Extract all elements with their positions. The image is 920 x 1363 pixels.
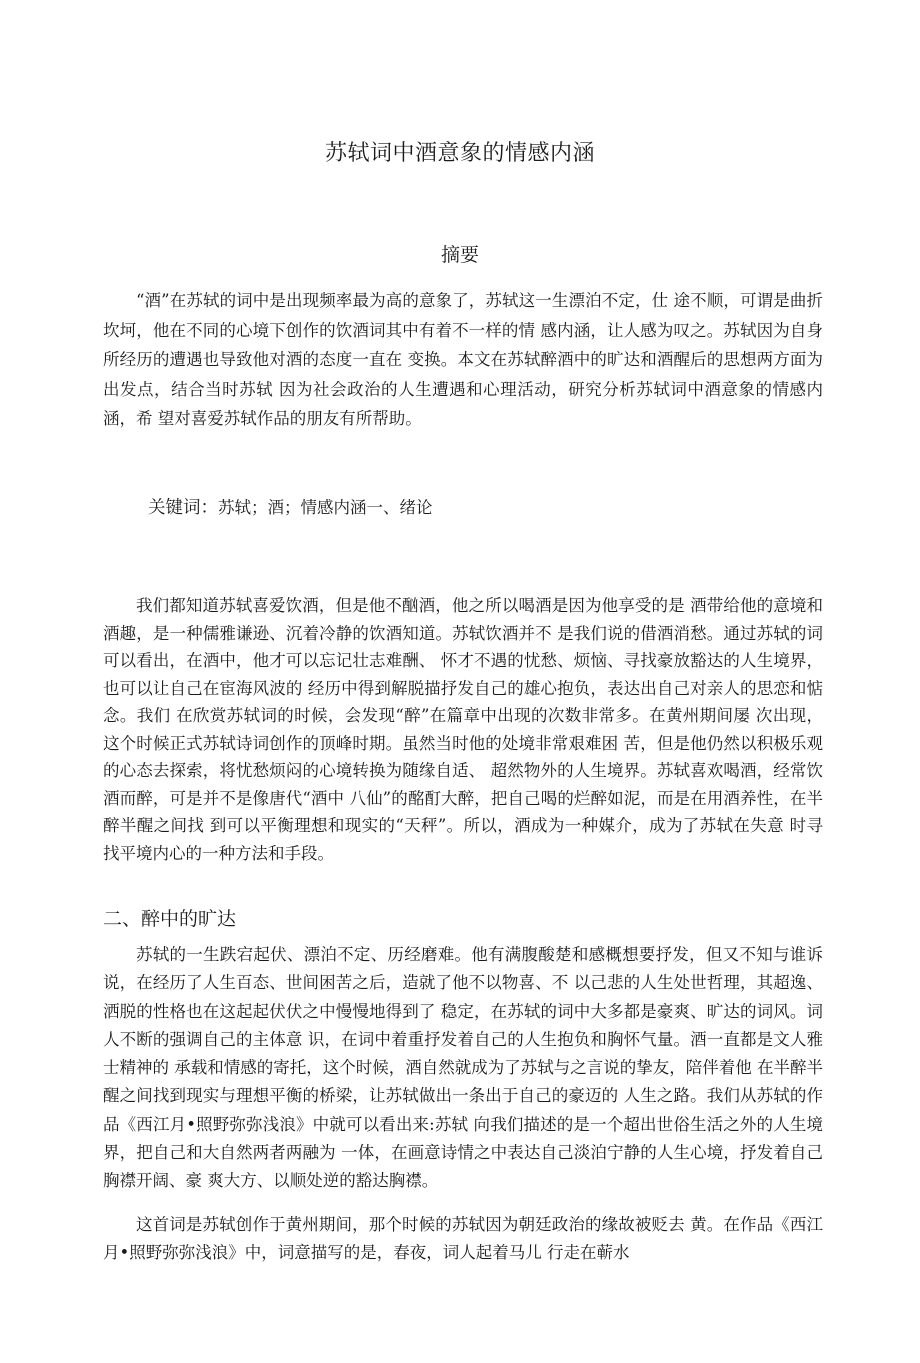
body-paragraph-1: 苏轼的一生跌宕起伏、漂泊不定、历经磨难。他有满腹酸楚和感概想要抒发，但又不知与谁诉说，在经历了人生百态、世间困苦之后，造就了他不以物喜、不 以己悲的人生处世哲理，其超逸、洒脱的性格也在这起起伏伏之中慢慢地得到了 稳定，在苏轼的词中大多都是豪爽、旷达的词风。词人不断的强调自己的主体意 识，在词中着重抒发着自己的人生抱负和胸怀气量。酒一直都是文人雅士精神的 承载和情感的寄托，这个时候，酒自然就成为了苏轼与之言说的挚友，陪伴着他 在半醉半醒之间找到现实与理想平衡的桥梁，让苏轼做出一条出于自己的豪迈的 人生之路。我们从苏轼的作品《西江月•照野弥弥浅浪》中就可以看出来:苏轼 向我们描述的是一个超出世俗生活之外的人生境界，把自己和大自然两者两融为 一体，在画意诗情之中表达自己淡泊宁静的人生心境，抒发着自己胸襟开阔、豪 爽大方、以顺处逆的豁达胸襟。 [103, 945, 823, 1191]
keywords-text: 苏轼；酒；情感内涵一、绪论 [218, 498, 433, 517]
keywords-label: 关键词： [148, 498, 218, 518]
keywords-line [148, 495, 433, 521]
abstract-heading: 摘要 [440, 244, 479, 266]
section-heading: 二、醉中的旷达 [103, 908, 237, 930]
abstract-paragraph: “酒”在苏轼的词中是出现频率最为高的意象了，苏轼这一生漂泊不定，仕 途不顺，可谓是曲折坎坷，他在不同的心境下创作的饮酒词其中有着不一样的情 感内涵，让人感为叹之。苏轼因为自身所经历的遭遇也导致他对酒的态度一直在 变换。本文在苏轼醉酒中的旷达和酒醒后的思想两方面为出发点，结合当时苏轼 因为社会政治的人生遭遇和心理活动，研究分析苏轼词中酒意象的情感内涵，希 望对喜爱苏轼作品的朋友有所帮助。 [103, 291, 823, 428]
intro-paragraph: 我们都知道苏轼喜爱饮酒，但是他不酗酒，他之所以喝酒是因为他享受的是 酒带给他的意境和酒趣，是一种儒雅谦逊、沉着冷静的饮酒知道。苏轼饮酒并不 是我们说的借酒消愁。通过苏轼的词可以看出，在酒中，他才可以忘记壮志难酬、 怀才不遇的忧愁、烦恼、寻找豪放豁达的人生境界，也可以让自己在宦海风波的 经历中得到解脱描抒发自己的雄心抱负，表达出自己对亲人的思恋和惦念。我们 在欣赏苏轼词的时候，会发现“醉”在篇章中出现的次数非常多。在黄州期间屡 次出现，这个时候正式苏轼诗词创作的顶峰时期。虽然当时他的处境非常艰难困 苦，但是他仍然以积极乐观的心态去探索，将忧愁烦闷的心境转换为随缘自适、 超然物外的人生境界。苏轼喜欢喝酒，经常饮酒而醉，可是并不是像唐代“酒中 八仙”的酩酊大醉，把自己喝的烂醉如泥，而是在用酒养性，在半醉半醒之间找 到可以平衡理想和现实的“天秤”。所以，酒成为一种媒介，成为了苏轼在失意 时寻找平境内心的一种方法和手段。 [103, 596, 823, 863]
document-title: 苏轼词中酒意象的情感内涵 [324, 141, 595, 166]
body-paragraph-2: 这首词是苏轼创作于黄州期间，那个时候的苏轼因为朝廷政治的缘故被贬去 黄。在作品《西江月•照野弥弥浅浪》中，词意描写的是，春夜，词人起着马儿 行走在蕲水 [103, 1215, 823, 1263]
